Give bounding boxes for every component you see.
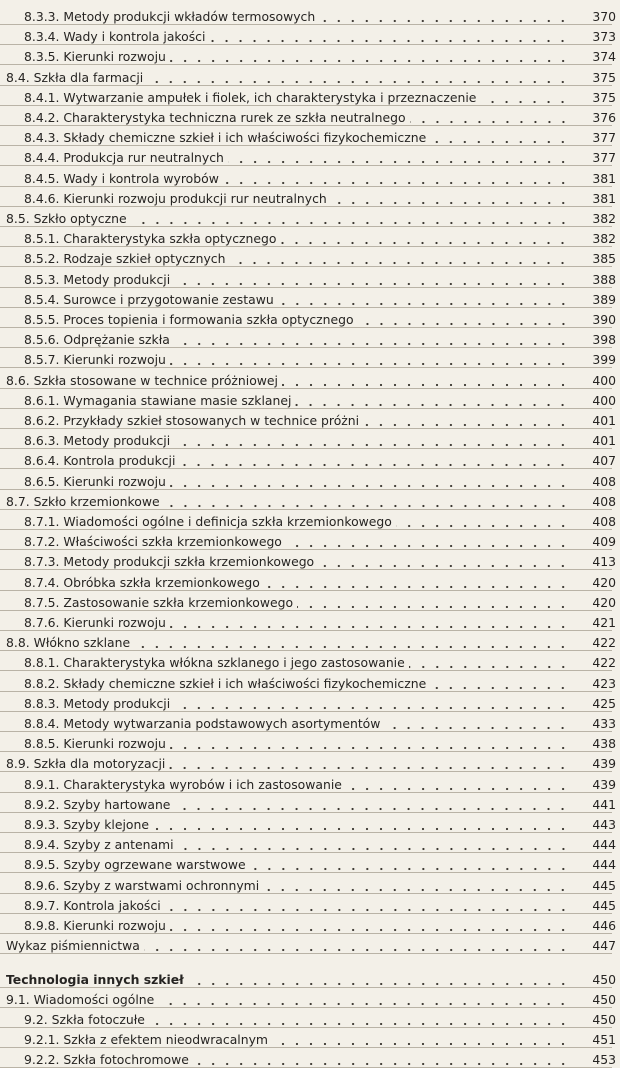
- dot-leader: [209, 28, 572, 44]
- toc-entry-title: 8.9.6. Szyby z warstwami ochronnymi: [24, 878, 260, 893]
- toc-entry-page-number: 445: [592, 897, 616, 913]
- dot-leader: [430, 129, 572, 145]
- dot-leader: [263, 877, 572, 893]
- toc-entry[interactable]: [0, 388, 620, 408]
- toc-entry[interactable]: [0, 570, 620, 590]
- dot-leader: [318, 553, 572, 569]
- toc-entry-title: 8.9.1. Charakterystyka wyrobów i ich zastosowanie: [24, 777, 342, 792]
- dot-leader: [147, 69, 572, 85]
- toc-entry[interactable]: [0, 792, 620, 812]
- toc-entry-page-number: 401: [592, 413, 616, 428]
- toc-entry[interactable]: [0, 428, 620, 448]
- dot-leader: [409, 654, 572, 670]
- row-rule: [0, 1067, 612, 1068]
- toc-entry-page-number: 421: [592, 615, 616, 630]
- toc-entry[interactable]: [0, 469, 620, 489]
- toc-entry-page-number: 401: [592, 433, 616, 449]
- dot-leader: [178, 836, 572, 852]
- toc-entry-title: 8.7.2. Właściwości szkła krzemionkowego: [24, 535, 282, 550]
- toc-entry[interactable]: [0, 549, 620, 569]
- dot-leader: [174, 331, 572, 347]
- toc-entry-page-number: 407: [592, 453, 616, 469]
- toc-entry[interactable]: [0, 913, 620, 933]
- toc-entry-title: 8.6.3. Metody produkcji: [24, 434, 171, 449]
- toc-entry[interactable]: [0, 347, 620, 367]
- toc-entry-title: 8.7.6. Kierunki rozwoju: [24, 616, 166, 630]
- dot-leader: [131, 210, 572, 226]
- dot-leader: [179, 452, 572, 468]
- dot-leader: [164, 493, 572, 509]
- toc-entry-title: 8.5. Szkło optyczne: [6, 212, 127, 226]
- toc-entry-title: 8.5.5. Proces topienia i formowania szkła optycznego: [24, 313, 354, 327]
- toc-entry-page-number: 433: [592, 716, 616, 731]
- dot-leader: [153, 816, 572, 832]
- toc-entry-title: 8.5.4. Surowce i przygotowanie zestawu: [24, 292, 274, 307]
- toc-entry-page-number: 441: [592, 796, 616, 812]
- toc-entry[interactable]: [0, 772, 620, 792]
- dot-leader: [174, 796, 572, 812]
- toc-entry-page-number: 439: [592, 756, 616, 772]
- dot-leader: [319, 8, 572, 24]
- toc-entry-page-number: 446: [592, 918, 616, 933]
- dot-leader: [170, 473, 572, 489]
- toc-entry-title: 8.6.5. Kierunki rozwoju: [24, 474, 166, 489]
- toc-entry-page-number: 400: [592, 372, 616, 388]
- toc-entry[interactable]: [0, 246, 620, 266]
- toc-entry-page-number: 370: [592, 9, 616, 24]
- toc-entry[interactable]: [0, 1047, 620, 1067]
- toc-entry-page-number: 420: [592, 594, 616, 610]
- toc-entry-title: 8.4.5. Wady i kontrola wyrobów: [24, 171, 219, 186]
- dot-leader: [346, 776, 572, 792]
- toc-entry-title: 8.9.2. Szyby hartowane: [24, 797, 171, 812]
- dot-leader: [410, 109, 572, 125]
- toc-entry-title: 8.5.3. Metody produkcji: [24, 272, 171, 287]
- toc-entry-page-number: 444: [592, 857, 616, 873]
- toc-entry[interactable]: [0, 1007, 620, 1027]
- toc-entry[interactable]: [0, 812, 620, 832]
- dot-leader: [286, 533, 572, 549]
- toc-entry-title: 8.8.4. Metody wytwarzania podstawowych asortymentów: [24, 717, 381, 731]
- toc-entry-page-number: 408: [592, 473, 616, 489]
- toc-entry[interactable]: [0, 873, 620, 893]
- toc-entry[interactable]: [0, 105, 620, 125]
- toc-entry-page-number: 450: [592, 972, 616, 988]
- toc-entry[interactable]: [0, 691, 620, 711]
- dot-leader: [144, 937, 572, 953]
- toc-entry-page-number: 376: [592, 110, 616, 125]
- toc-entry[interactable]: [0, 610, 620, 630]
- dot-leader: [174, 271, 572, 287]
- toc-entry-title: 8.8. Włókno szklane: [6, 636, 131, 651]
- toc-entry-page-number: 375: [592, 69, 616, 85]
- toc-entry-title: 9.1. Wiadomości ogólne: [6, 993, 155, 1008]
- toc-entry-title: 8.3.3. Metody produkcji wkładów termosowych: [24, 10, 316, 24]
- toc-entry[interactable]: [0, 893, 620, 913]
- dot-leader: [480, 89, 572, 105]
- row-rule: [0, 953, 612, 954]
- toc-entry-page-number: 445: [592, 877, 616, 893]
- toc-entry-page-number: 377: [592, 150, 616, 166]
- dot-leader: [149, 1011, 572, 1027]
- toc-entry-title: 8.8.3. Metody produkcji: [24, 696, 171, 711]
- toc-entry-page-number: 422: [592, 635, 616, 651]
- toc-entry-title: 9.2.2. Szkła fotochromowe: [24, 1052, 189, 1067]
- toc-entry-page-number: 420: [592, 574, 616, 590]
- toc-entry-title: 8.6.1. Wymagania stawiane masie szklanej: [24, 393, 292, 408]
- toc-entry-title: 8.5.2. Rodzaje szkieł optycznych: [24, 252, 226, 267]
- toc-entry-page-number: 423: [592, 675, 616, 691]
- toc-entry-title: 8.5.1. Charakterystyka szkła optycznego: [24, 232, 277, 247]
- dot-leader: [384, 715, 572, 731]
- dot-leader: [264, 574, 572, 590]
- dot-leader: [174, 695, 572, 711]
- toc-entry-title: 8.6. Szkła stosowane w technice próżniowej: [6, 373, 278, 388]
- toc-entry-page-number: 413: [592, 554, 616, 570]
- toc-entry-title: 8.3.5. Kierunki rozwoju: [24, 50, 166, 65]
- toc-entry-page-number: 444: [592, 837, 616, 853]
- toc-entry[interactable]: [0, 145, 620, 165]
- dot-leader: [170, 735, 572, 751]
- toc-entry-title: 8.4.1. Wytwarzanie ampułek i fiolek, ich charakterystyka i przeznaczenie: [24, 90, 477, 105]
- dot-leader: [331, 190, 572, 206]
- dot-leader: [363, 412, 572, 428]
- toc-entry[interactable]: [0, 24, 620, 44]
- toc-entry[interactable]: [0, 751, 620, 771]
- toc-entry-title: Technologia innych szkieł: [6, 973, 184, 988]
- dot-leader: [295, 392, 572, 408]
- toc-entry[interactable]: [0, 166, 620, 186]
- dot-leader: [229, 250, 572, 266]
- toc-entry[interactable]: [0, 287, 620, 307]
- toc-entry-title: 8.9.4. Szyby z antenami: [24, 838, 174, 853]
- toc-entry-title: Wykaz piśmiennictwa: [6, 939, 140, 954]
- toc-entry-page-number: 408: [592, 514, 616, 529]
- toc-entry-page-number: 453: [592, 1051, 616, 1067]
- toc-entry-page-number: 451: [592, 1031, 616, 1047]
- dot-leader: [170, 614, 572, 630]
- toc-entry-page-number: 425: [592, 695, 616, 711]
- toc-entry-page-number: 381: [592, 190, 616, 206]
- dot-leader: [282, 372, 572, 388]
- toc-entry-title: 8.8.2. Składy chemiczne szkieł i ich właściwości fizykochemiczne: [24, 676, 427, 691]
- dot-leader: [170, 48, 572, 64]
- dot-leader: [169, 755, 572, 771]
- toc-entry[interactable]: [0, 85, 620, 105]
- toc-entry[interactable]: [0, 529, 620, 549]
- toc-entry-page-number: 450: [592, 1012, 616, 1027]
- toc-entry-page-number: 399: [592, 352, 616, 368]
- toc-entry[interactable]: [0, 408, 620, 428]
- dot-leader: [280, 230, 572, 246]
- toc-entry-page-number: 409: [592, 534, 616, 550]
- toc-entry[interactable]: [0, 509, 620, 529]
- toc-entry[interactable]: [0, 125, 620, 145]
- toc-entry[interactable]: [0, 307, 620, 327]
- toc-entry-page-number: 443: [592, 817, 616, 832]
- toc-entry-title: 8.7. Szkło krzemionkowe: [6, 494, 160, 509]
- toc-entry-page-number: 373: [592, 29, 616, 45]
- dot-leader: [188, 971, 572, 987]
- dot-leader: [193, 1051, 572, 1067]
- toc-entry[interactable]: [0, 933, 620, 953]
- toc-entry-title: 8.9.5. Szyby ogrzewane warstwowe: [24, 858, 246, 873]
- dot-leader: [170, 917, 572, 933]
- dot-leader: [358, 311, 572, 327]
- dot-leader: [174, 432, 572, 448]
- toc-entry-page-number: 390: [592, 312, 616, 327]
- toc-entry[interactable]: [0, 1027, 620, 1047]
- toc-entry[interactable]: [0, 731, 620, 751]
- toc-entry-title: 9.2.1. Szkła z efektem nieodwracalnym: [24, 1032, 269, 1047]
- toc-entry-title: 8.3.4. Wady i kontrola jakości: [24, 30, 206, 45]
- dot-leader: [134, 634, 572, 650]
- dot-leader: [223, 170, 572, 186]
- toc-entry-page-number: 450: [592, 992, 616, 1008]
- toc-entry-page-number: 447: [592, 938, 616, 954]
- toc-entry-title: 8.7.3. Metody produkcji szkła krzemionkowego: [24, 555, 315, 570]
- dot-leader: [272, 1031, 572, 1047]
- toc-entry-title: 9.2. Szkła fotoczułe: [24, 1013, 145, 1027]
- toc-entry[interactable]: [0, 967, 620, 987]
- toc-entry-title: 8.7.1. Wiadomości ogólne i definicja szkła krzemionkowego: [24, 515, 392, 529]
- toc-entry-page-number: 382: [592, 211, 616, 226]
- toc-entry-page-number: 438: [592, 736, 616, 752]
- dot-leader: [278, 291, 572, 307]
- toc-entry[interactable]: [0, 987, 620, 1007]
- toc-entry-title: 8.7.4. Obróbka szkła krzemionkowego: [24, 575, 260, 590]
- toc-entry[interactable]: [0, 489, 620, 509]
- toc-entry[interactable]: [0, 186, 620, 206]
- toc-entry-title: 8.9.7. Kontrola jakości: [24, 898, 161, 913]
- toc-entry[interactable]: [0, 650, 620, 670]
- toc-entry-page-number: 381: [592, 170, 616, 186]
- toc-entry-page-number: 422: [592, 655, 616, 671]
- toc-entry-page-number: 377: [592, 130, 616, 146]
- dot-leader: [430, 675, 572, 691]
- dot-leader: [170, 351, 572, 367]
- dot-leader: [396, 513, 572, 529]
- toc-entry[interactable]: [0, 832, 620, 852]
- toc-entry[interactable]: [0, 327, 620, 347]
- toc-entry[interactable]: [0, 267, 620, 287]
- toc-entry-title: 8.4.4. Produkcja rur neutralnych: [24, 151, 224, 166]
- toc-entry-title: 8.4.2. Charakterystyka techniczna rurek ze szkła neutralnego: [24, 111, 406, 125]
- toc-entry-title: 8.6.2. Przykłady szkieł stosowanych w technice próżni: [24, 414, 360, 428]
- toc-entry[interactable]: [0, 65, 620, 85]
- toc-entry-title: 8.9.8. Kierunki rozwoju: [24, 919, 166, 933]
- toc-entry-title: 8.4.6. Kierunki rozwoju produkcji rur neutralnych: [24, 191, 327, 206]
- dot-leader: [297, 594, 572, 610]
- toc-entry-title: 8.5.6. Odprężanie szkła: [24, 333, 170, 348]
- toc-entry-title: 8.9.3. Szyby klejone: [24, 818, 149, 832]
- dot-leader: [165, 897, 572, 913]
- toc-entry-page-number: 400: [592, 392, 616, 408]
- toc-entry-title: 8.5.7. Kierunki rozwoju: [24, 353, 166, 368]
- toc-entry-page-number: 408: [592, 493, 616, 509]
- toc-entry[interactable]: [0, 44, 620, 64]
- toc-entry[interactable]: [0, 206, 620, 226]
- toc-entry-title: 8.9. Szkła dla motoryzacji: [6, 757, 166, 772]
- toc-entry[interactable]: [0, 852, 620, 872]
- toc-entry-title: 8.8.1. Charakterystyka włókna szklanego i jego zastosowanie: [24, 656, 405, 671]
- toc-entry[interactable]: [0, 368, 620, 388]
- toc-entry[interactable]: [0, 4, 620, 24]
- dot-leader: [158, 991, 572, 1007]
- toc-entry-page-number: 398: [592, 332, 616, 348]
- toc-entry-title: 8.4. Szkła dla farmacji: [6, 70, 144, 85]
- toc-entry-title: 8.7.5. Zastosowanie szkła krzemionkowego: [24, 595, 294, 610]
- toc-entry[interactable]: [0, 590, 620, 610]
- toc-entry[interactable]: [0, 630, 620, 650]
- toc-entry-page-number: 388: [592, 271, 616, 287]
- toc-entry-page-number: 439: [592, 776, 616, 792]
- toc-entry-title: 8.8.5. Kierunki rozwoju: [24, 737, 166, 752]
- dot-leader: [250, 856, 572, 872]
- toc-entry-title: 8.6.4. Kontrola produkcji: [24, 454, 176, 469]
- toc-entry-title: 8.4.3. Składy chemiczne szkieł i ich właściwości fizykochemiczne: [24, 131, 427, 146]
- toc-entry-page-number: 389: [592, 291, 616, 307]
- toc-entry[interactable]: [0, 711, 620, 731]
- dot-leader: [228, 149, 572, 165]
- toc-entry[interactable]: [0, 448, 620, 468]
- toc-entry-page-number: 374: [592, 49, 616, 65]
- toc-entry-page-number: 382: [592, 231, 616, 247]
- toc-entry-page-number: 385: [592, 251, 616, 267]
- toc-entry-page-number: 375: [592, 89, 616, 105]
- toc-entry[interactable]: [0, 671, 620, 691]
- toc-entry[interactable]: [0, 226, 620, 246]
